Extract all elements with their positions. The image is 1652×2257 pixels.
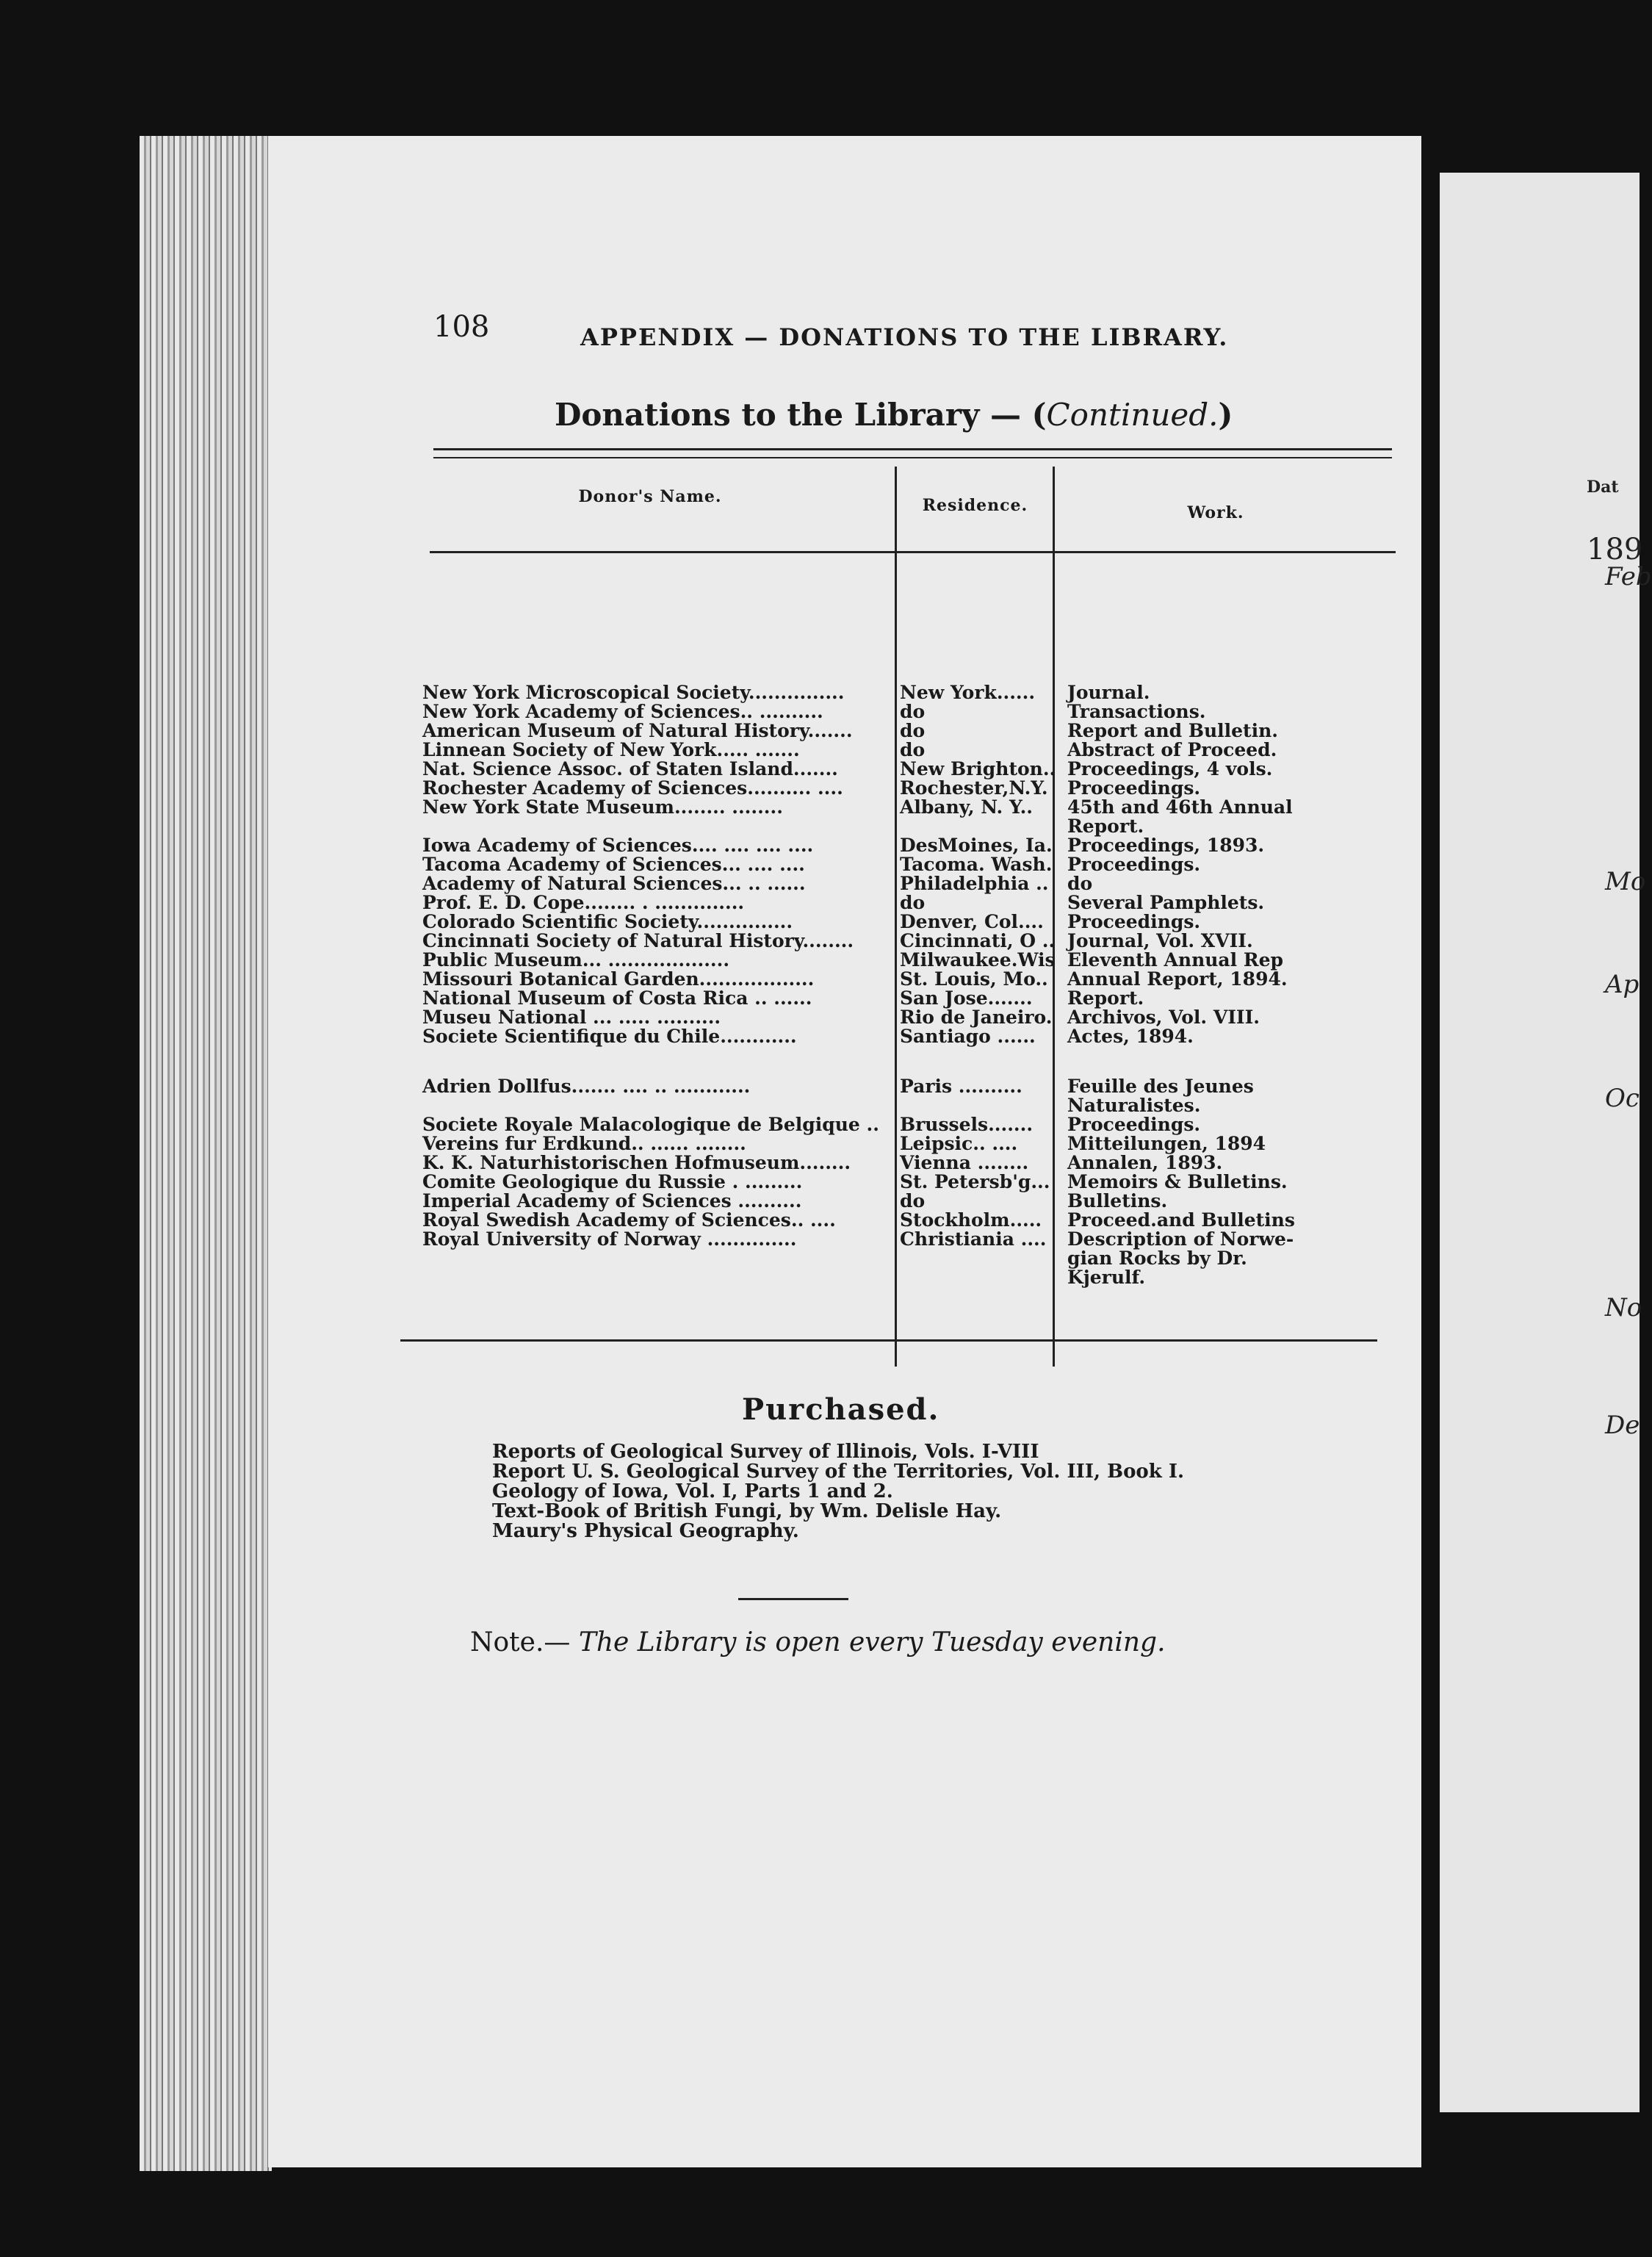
work-cell: Kjerulf. bbox=[1067, 1267, 1146, 1288]
table-row bbox=[422, 683, 1414, 702]
donor-cell: Linnean Society of New York..... ....... bbox=[422, 739, 800, 760]
residence-cell: Stockholm..... bbox=[900, 1209, 1042, 1231]
donor-cell: Vereins fur Erdkund.. ...... ........ bbox=[422, 1133, 746, 1154]
column-header-residence: Residence. bbox=[922, 496, 1028, 515]
work-cell: Report. bbox=[1067, 816, 1144, 837]
table-row bbox=[422, 989, 1414, 1008]
work-cell: Naturalistes. bbox=[1067, 1095, 1201, 1116]
donor-cell: New York Academy of Sciences.. .......... bbox=[422, 701, 823, 722]
donor-cell: Prof. E. D. Cope........ . .............. bbox=[422, 892, 745, 913]
purchased-item: Report U. S. Geological Survey of the Territories, Vol. III, Book I. bbox=[492, 1461, 1185, 1483]
work-cell: Journal. bbox=[1067, 682, 1150, 703]
donor-cell: Royal Swedish Academy of Sciences.. .... bbox=[422, 1209, 836, 1231]
short-divider bbox=[738, 1598, 848, 1600]
donor-cell: American Museum of Natural History....... bbox=[422, 720, 853, 741]
residence-cell: do bbox=[900, 720, 926, 741]
donor-cell: Imperial Academy of Sciences .......... bbox=[422, 1190, 802, 1212]
page-title: Donations to the Library — (Continued.) bbox=[555, 397, 1233, 433]
table-row bbox=[422, 1192, 1414, 1211]
table-row bbox=[422, 1115, 1414, 1134]
residence-cell: Christiania .... bbox=[900, 1228, 1047, 1250]
donor-cell: National Museum of Costa Rica .. ...... bbox=[422, 987, 812, 1009]
header-rule bbox=[430, 551, 1396, 553]
work-cell: Proceedings. bbox=[1067, 777, 1201, 799]
residence-cell: DesMoines, Ia. bbox=[900, 835, 1053, 856]
work-cell: Transactions. bbox=[1067, 701, 1206, 722]
work-cell: Proceed.and Bulletins bbox=[1067, 1209, 1295, 1231]
donor-cell: Societe Royale Malacologique de Belgique .. bbox=[422, 1114, 879, 1135]
work-cell: do bbox=[1067, 873, 1093, 894]
table-row bbox=[422, 1249, 1414, 1268]
purchased-list bbox=[492, 1442, 1184, 1541]
facing-page-fragment: Ap bbox=[1605, 970, 1640, 999]
residence-cell: Rochester,N.Y. bbox=[900, 777, 1048, 799]
donor-cell: Societe Scientifique du Chile............ bbox=[422, 1026, 797, 1047]
residence-cell: Albany, N. Y.. bbox=[900, 796, 1033, 818]
row-gap bbox=[422, 1046, 1414, 1077]
donor-cell: New York Microscopical Society............... bbox=[422, 682, 845, 703]
table-row bbox=[422, 817, 1414, 836]
donor-cell: Iowa Academy of Sciences.... .... .... .... bbox=[422, 835, 814, 856]
work-cell: Annalen, 1893. bbox=[1067, 1152, 1223, 1173]
purchased-item: Maury's Physical Geography. bbox=[492, 1520, 799, 1542]
work-cell: Memoirs & Bulletins. bbox=[1067, 1171, 1288, 1192]
table-row bbox=[422, 836, 1414, 855]
work-cell: Description of Norwe- bbox=[1067, 1228, 1294, 1250]
residence-cell: Leipsic.. .... bbox=[900, 1133, 1018, 1154]
facing-page-fragment: No bbox=[1605, 1293, 1642, 1322]
library-note: Note.— The Library is open every Tuesday evening. bbox=[470, 1627, 1166, 1657]
facing-page-fragment: Oc bbox=[1605, 1084, 1640, 1113]
work-cell: Feuille des Jeunes bbox=[1067, 1076, 1254, 1097]
work-cell: Annual Report, 1894. bbox=[1067, 968, 1288, 990]
residence-cell: do bbox=[900, 1190, 926, 1212]
work-cell: Proceedings, 1893. bbox=[1067, 835, 1265, 856]
work-cell: Proceedings, 4 vols. bbox=[1067, 758, 1273, 780]
work-cell: Eleventh Annual Rep bbox=[1067, 949, 1283, 971]
donor-cell: Adrien Dollfus....... .... .. ............ bbox=[422, 1076, 751, 1097]
running-head-text: APPENDIX — DONATIONS TO THE LIBRARY. bbox=[580, 323, 1229, 351]
facing-page-fragment: Feb bbox=[1605, 562, 1652, 591]
table-row bbox=[422, 798, 1414, 817]
residence-cell: do bbox=[900, 739, 926, 760]
donor-cell: K. K. Naturhistorischen Hofmuseum........ bbox=[422, 1152, 851, 1173]
donor-cell: Missouri Botanical Garden.................. bbox=[422, 968, 815, 990]
table-row bbox=[422, 1096, 1414, 1115]
residence-cell: San Jose....... bbox=[900, 987, 1033, 1009]
table-row bbox=[422, 721, 1414, 741]
residence-cell: Santiago ...... bbox=[900, 1026, 1036, 1047]
work-cell: Archivos, Vol. VIII. bbox=[1067, 1007, 1260, 1028]
table-bottom-rule bbox=[400, 1339, 1377, 1342]
donor-cell: Colorado Scientific Society............... bbox=[422, 911, 793, 932]
residence-cell: Paris .......... bbox=[900, 1076, 1022, 1097]
page-number: 108 bbox=[433, 310, 490, 344]
donor-cell: Royal University of Norway .............. bbox=[422, 1228, 797, 1250]
work-cell: Report and Bulletin. bbox=[1067, 720, 1278, 741]
purchased-item: Reports of Geological Survey of Illinois, Vols. I-VIII bbox=[492, 1441, 1039, 1463]
residence-cell: Tacoma. Wash. bbox=[900, 854, 1053, 875]
table-row bbox=[422, 951, 1414, 970]
residence-cell: Cincinnati, O .. bbox=[900, 930, 1056, 951]
facing-page-fragment: De bbox=[1605, 1411, 1640, 1440]
table-row bbox=[422, 893, 1414, 912]
donor-cell: Museu National ... ..... .......... bbox=[422, 1007, 721, 1028]
residence-cell: St. Louis, Mo.. bbox=[900, 968, 1048, 990]
work-cell: Proceedings. bbox=[1067, 1114, 1201, 1135]
purchased-heading: Purchased. bbox=[742, 1392, 940, 1427]
column-header-donor: Donor's Name. bbox=[578, 487, 722, 506]
work-cell: Mitteilungen, 1894 bbox=[1067, 1133, 1266, 1154]
donor-cell: Public Museum... ................... bbox=[422, 949, 730, 971]
table-row bbox=[422, 702, 1414, 721]
work-cell: Report. bbox=[1067, 987, 1144, 1009]
purchased-item: Text-Book of British Fungi, by Wm. Delisle Hay. bbox=[492, 1500, 1002, 1522]
residence-cell: Rio de Janeiro. bbox=[900, 1007, 1053, 1028]
work-cell: Proceedings. bbox=[1067, 854, 1201, 875]
donor-cell: Rochester Academy of Sciences.......... .... bbox=[422, 777, 843, 799]
residence-cell: Vienna ........ bbox=[900, 1152, 1029, 1173]
table-row bbox=[422, 779, 1414, 798]
residence-cell: Milwaukee.Wis bbox=[900, 949, 1056, 971]
top-rule-2 bbox=[433, 457, 1392, 458]
table-row bbox=[422, 1230, 1414, 1249]
work-cell: Proceedings. bbox=[1067, 911, 1201, 932]
donor-cell: New York State Museum........ ........ bbox=[422, 796, 783, 818]
table-row bbox=[422, 1134, 1414, 1153]
book-page bbox=[268, 136, 1421, 2167]
table-row bbox=[422, 912, 1414, 932]
facing-page bbox=[1440, 173, 1652, 2112]
top-rule bbox=[433, 448, 1392, 450]
residence-cell: do bbox=[900, 892, 926, 913]
donor-cell: Nat. Science Assoc. of Staten Island....... bbox=[422, 758, 838, 780]
table-row bbox=[422, 1173, 1414, 1192]
residence-cell: Brussels....... bbox=[900, 1114, 1034, 1135]
donor-cell: Cincinnati Society of Natural History........ bbox=[422, 930, 854, 951]
table-row bbox=[422, 1268, 1414, 1287]
donor-cell: Comite Geologique du Russie . ......... bbox=[422, 1171, 803, 1192]
table-row bbox=[422, 1008, 1414, 1027]
work-cell: Several Pamphlets. bbox=[1067, 892, 1265, 913]
facing-page-fragment: 189 bbox=[1587, 533, 1643, 566]
work-cell: Bulletins. bbox=[1067, 1190, 1168, 1212]
table-row bbox=[422, 1153, 1414, 1173]
residence-cell: do bbox=[900, 701, 926, 722]
table-row bbox=[422, 1027, 1414, 1046]
table-row bbox=[422, 1211, 1414, 1230]
table-row bbox=[422, 760, 1414, 779]
residence-cell: New York...... bbox=[900, 682, 1036, 703]
table-row bbox=[422, 874, 1414, 893]
facing-page-fragment: Dat bbox=[1587, 478, 1619, 497]
column-header-work: Work. bbox=[1187, 503, 1244, 522]
table-row bbox=[422, 855, 1414, 874]
residence-cell: New Brighton.. bbox=[900, 758, 1056, 780]
page-edges bbox=[140, 136, 272, 2171]
work-cell: Actes, 1894. bbox=[1067, 1026, 1194, 1047]
purchased-item: Geology of Iowa, Vol. I, Parts 1 and 2. bbox=[492, 1480, 893, 1502]
facing-page-fragment: Mo bbox=[1605, 867, 1646, 896]
residence-cell: Philadelphia .. bbox=[900, 873, 1049, 894]
donations-table bbox=[422, 683, 1414, 1287]
residence-cell: St. Petersb'g... bbox=[900, 1171, 1050, 1192]
donor-cell: Academy of Natural Sciences... .. ...... bbox=[422, 873, 806, 894]
table-row bbox=[422, 1077, 1414, 1096]
table-row bbox=[422, 932, 1414, 951]
donor-cell: Tacoma Academy of Sciences... .... .... bbox=[422, 854, 805, 875]
work-cell: Abstract of Proceed. bbox=[1067, 739, 1277, 760]
table-row bbox=[422, 970, 1414, 989]
residence-cell: Denver, Col.... bbox=[900, 911, 1044, 932]
table-row bbox=[422, 741, 1414, 760]
work-cell: Journal, Vol. XVII. bbox=[1067, 930, 1253, 951]
work-cell: 45th and 46th Annual bbox=[1067, 796, 1293, 818]
work-cell: gian Rocks by Dr. bbox=[1067, 1248, 1247, 1269]
